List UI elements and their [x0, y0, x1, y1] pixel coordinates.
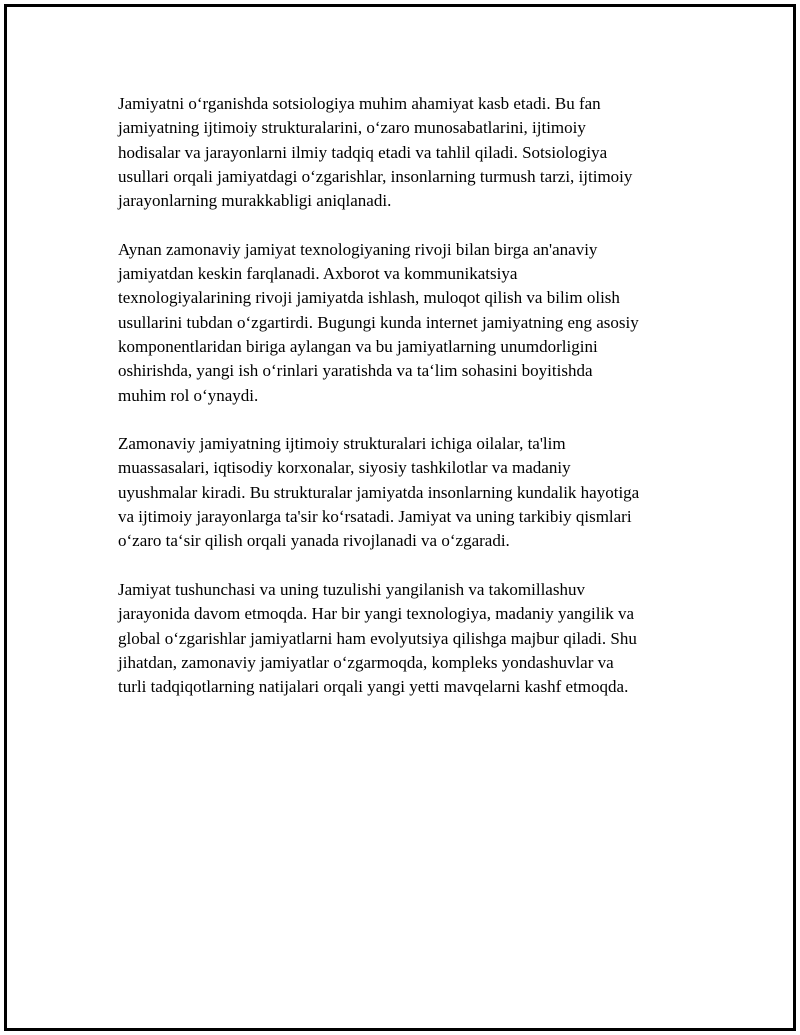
text-line: texnologiyalarining rivoji jamiyatda ishlash, muloqot qilish va bilim olish [118, 288, 620, 308]
text-line: Zamonaviy jamiyatning ijtimoiy strukturalari ichiga oilalar, ta'lim [118, 434, 566, 454]
text-line: muassasalari, iqtisodiy korxonalar, siyosiy tashkilotlar va madaniy [118, 458, 571, 478]
text-line: va ijtimoiy jarayonlarga ta'sir ko‘rsatadi. Jamiyat va uning tarkibiy qismlari [118, 507, 632, 527]
text-line: uyushmalar kiradi. Bu strukturalar jamiyatda insonlarning kundalik hayotiga [118, 482, 640, 502]
text-line: global o‘zgarishlar jamiyatlarni ham evolyutsiya qilishga majbur qiladi. Shu [118, 628, 637, 648]
text-line: Aynan zamonaviy jamiyat texnologiyaning rivoji bilan birga an'anaviy [118, 239, 598, 259]
text-line: jamiyatdan keskin farqlanadi. Axborot va kommunikatsiya [118, 264, 518, 284]
text-line: oshirishda, yangi ish o‘rinlari yaratishda va ta‘lim sohasini boyitishda [118, 361, 593, 381]
text-line: jihatdan, zamonaviy jamiyatlar o‘zgarmoqda, kompleks yondashuvlar va [118, 652, 614, 672]
text-line: hodisalar va jarayonlarni ilmiy tadqiq etadi va tahlil qiladi. Sotsiologiya [118, 142, 608, 162]
paragraph-3 [118, 432, 698, 553]
paragraph-2 [118, 238, 698, 408]
text-line: muhim rol o‘ynaydi. [118, 385, 259, 405]
paragraph-1 [118, 92, 698, 213]
paragraph-4 [118, 578, 698, 699]
text-line: usullari orqali jamiyatdagi o‘zgarishlar, insonlarning turmush tarzi, ijtimoiy [118, 166, 633, 186]
text-line: jamiyatning ijtimoiy strukturalarini, o‘zaro munosabatlarini, ijtimoiy [118, 118, 586, 138]
text-line: jarayonida davom etmoqda. Har bir yangi texnologiya, madaniy yangilik va [118, 604, 634, 624]
document-body [118, 92, 698, 724]
text-line: Jamiyatni o‘rganishda sotsiologiya muhim ahamiyat kasb etadi. Bu fan [118, 94, 601, 113]
text-line: o‘zaro ta‘sir qilish orqali yanada rivojlanadi va o‘zgaradi. [118, 531, 510, 551]
text-line: turli tadqiqotlarning natijalari orqali yangi yetti mavqelarni kashf etmoqda. [118, 677, 629, 697]
text-line: komponentlaridan biriga aylangan va bu jamiyatlarning unumdorligini [118, 336, 598, 356]
text-line: usullarini tubdan o‘zgartirdi. Bugungi kunda internet jamiyatning eng asosiy [118, 312, 639, 332]
text-line: jarayonlarning murakkabligi aniqlanadi. [118, 191, 392, 211]
text-line: Jamiyat tushunchasi va uning tuzulishi yangilanish va takomillashuv [118, 579, 585, 599]
